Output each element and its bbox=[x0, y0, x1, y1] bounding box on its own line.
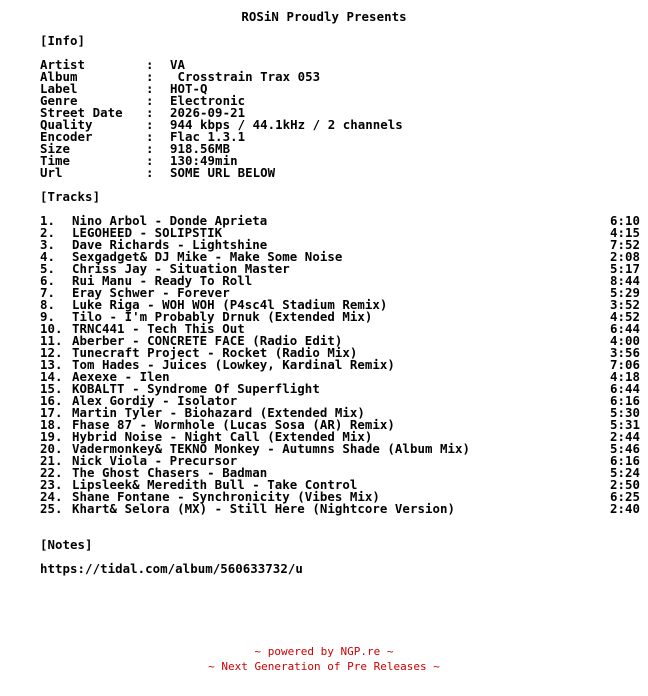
track-duration: 2:44 bbox=[609, 429, 640, 444]
track-number: 7. bbox=[40, 285, 56, 300]
track-duration: 6:16 bbox=[609, 393, 640, 408]
info-value: Electronic bbox=[170, 93, 246, 108]
track-duration: 3:52 bbox=[609, 297, 640, 312]
info-key: Quality bbox=[40, 117, 93, 132]
info-value: 944 kbps / 44.1kHz / 2 channels bbox=[170, 117, 403, 132]
info-value: 918.56MB bbox=[170, 141, 231, 156]
track-duration: 2:40 bbox=[609, 501, 640, 516]
track-duration: 6:25 bbox=[609, 489, 640, 504]
track-number: 4. bbox=[40, 249, 56, 264]
info-separator: : bbox=[146, 165, 154, 180]
info-key: Encoder bbox=[40, 129, 93, 144]
footer bbox=[0, 644, 648, 674]
track-duration: 2:50 bbox=[609, 477, 640, 492]
track-title: Rui Manu - Ready To Roll bbox=[72, 273, 253, 288]
track-number: 5. bbox=[40, 261, 56, 276]
track-number: 2. bbox=[40, 225, 56, 240]
track-number: 13. bbox=[40, 357, 63, 372]
info-row bbox=[40, 167, 403, 179]
track-row bbox=[40, 503, 640, 515]
track-number: 23. bbox=[40, 477, 63, 492]
info-value: Flac 1.3.1 bbox=[170, 129, 246, 144]
track-duration: 5:24 bbox=[609, 465, 640, 480]
track-title: Martin Tyler - Biohazard (Extended Mix) bbox=[72, 405, 365, 420]
track-duration: 5:29 bbox=[609, 285, 640, 300]
track-duration: 5:46 bbox=[609, 441, 640, 456]
tracks-heading: [Tracks] bbox=[40, 189, 101, 204]
track-title: The Ghost Chasers - Badman bbox=[72, 465, 268, 480]
track-title: Alex Gordiy - Isolator bbox=[72, 393, 238, 408]
track-duration: 4:00 bbox=[609, 333, 640, 348]
track-duration: 7:52 bbox=[609, 237, 640, 252]
track-duration: 4:18 bbox=[609, 369, 640, 384]
info-separator: : bbox=[146, 153, 154, 168]
track-number: 3. bbox=[40, 237, 56, 252]
track-duration: 6:44 bbox=[609, 381, 640, 396]
notes-heading: [Notes] bbox=[40, 537, 93, 552]
info-separator: : bbox=[146, 69, 154, 84]
track-duration: 6:44 bbox=[609, 321, 640, 336]
footer-tagline: ~ Next Generation of Pre Releases ~ bbox=[208, 660, 440, 673]
info-key: Time bbox=[40, 153, 71, 168]
track-title: Chriss Jay - Situation Master bbox=[72, 261, 290, 276]
track-title: Nino Arbol - Donde Aprieta bbox=[72, 213, 268, 228]
notes-url: https://tidal.com/album/560633732/u bbox=[40, 561, 303, 576]
track-number: 25. bbox=[40, 501, 63, 516]
info-separator: : bbox=[146, 81, 154, 96]
info-value: Crosstrain Trax 053 bbox=[170, 69, 321, 84]
track-number: 21. bbox=[40, 453, 63, 468]
info-separator: : bbox=[146, 93, 154, 108]
track-duration: 6:10 bbox=[609, 213, 640, 228]
info-value: 2026-09-21 bbox=[170, 105, 246, 120]
track-title: Sexgadget& DJ Mike - Make Some Noise bbox=[72, 249, 343, 264]
track-number: 17. bbox=[40, 405, 63, 420]
track-number: 12. bbox=[40, 345, 63, 360]
track-title: Aexexe - Ilen bbox=[72, 369, 170, 384]
info-separator: : bbox=[146, 129, 154, 144]
track-duration: 2:08 bbox=[609, 249, 640, 264]
track-title: KOBALTT - Syndrome Of Superflight bbox=[72, 381, 320, 396]
info-value: 130:49min bbox=[170, 153, 238, 168]
track-number: 15. bbox=[40, 381, 63, 396]
track-number: 16. bbox=[40, 393, 63, 408]
info-key: Genre bbox=[40, 93, 78, 108]
track-title: Tunecraft Project - Rocket (Radio Mix) bbox=[72, 345, 358, 360]
page-title: ROSiN Proudly Presents bbox=[241, 9, 407, 24]
track-number: 20. bbox=[40, 441, 63, 456]
track-title: Dave Richards - Lightshine bbox=[72, 237, 268, 252]
info-value: HOT-Q bbox=[170, 81, 208, 96]
track-duration: 5:31 bbox=[609, 417, 640, 432]
info-value: VA bbox=[170, 57, 186, 72]
info-separator: : bbox=[146, 117, 154, 132]
track-duration: 4:52 bbox=[609, 309, 640, 324]
track-title: Eray Schwer - Forever bbox=[72, 285, 230, 300]
info-separator: : bbox=[146, 141, 154, 156]
track-duration: 7:06 bbox=[609, 357, 640, 372]
track-title: Vadermonkey& TEKNO Monkey - Autumns Shade (Album Mix) bbox=[72, 441, 471, 456]
track-title: Aberber - CONCRETE FACE (Radio Edit) bbox=[72, 333, 343, 348]
track-title: Tom Hades - Juices (Lowkey, Kardinal Remix) bbox=[72, 357, 395, 372]
track-duration: 8:44 bbox=[609, 273, 640, 288]
track-number: 18. bbox=[40, 417, 63, 432]
track-number: 9. bbox=[40, 309, 56, 324]
track-duration: 5:30 bbox=[609, 405, 640, 420]
track-title: Fhase 87 - Wormhole (Lucas Sosa (AR) Remix) bbox=[72, 417, 395, 432]
track-number: 14. bbox=[40, 369, 63, 384]
info-key: Label bbox=[40, 81, 78, 96]
track-number: 1. bbox=[40, 213, 56, 228]
track-title: Lipsleek& Meredith Bull - Take Control bbox=[72, 477, 358, 492]
track-title: Tilo - I'm Probably Drnuk (Extended Mix) bbox=[72, 309, 373, 324]
track-number: 10. bbox=[40, 321, 63, 336]
info-key: Url bbox=[40, 165, 63, 180]
info-list bbox=[40, 59, 403, 179]
track-list bbox=[40, 215, 640, 515]
track-number: 22. bbox=[40, 465, 63, 480]
info-value: SOME URL BELOW bbox=[170, 165, 276, 180]
footer-powered-by: ~ powered by NGP.re ~ bbox=[254, 645, 394, 658]
track-title: Hybrid Noise - Night Call (Extended Mix) bbox=[72, 429, 373, 444]
info-key: Size bbox=[40, 141, 71, 156]
track-title: Nick Viola - Precursor bbox=[72, 453, 238, 468]
track-title: Khart& Selora (MX) - Still Here (Nightcore Version) bbox=[72, 501, 455, 516]
track-title: LEGOHEED - SOLIPSTIK bbox=[72, 225, 223, 240]
info-separator: : bbox=[146, 57, 154, 72]
track-number: 8. bbox=[40, 297, 56, 312]
track-duration: 4:15 bbox=[609, 225, 640, 240]
info-key: Artist bbox=[40, 57, 86, 72]
track-title: TRNC441 - Tech This Out bbox=[72, 321, 245, 336]
info-separator: : bbox=[146, 105, 154, 120]
track-number: 24. bbox=[40, 489, 63, 504]
track-title: Shane Fontane - Synchronicity (Vibes Mix) bbox=[72, 489, 380, 504]
track-number: 19. bbox=[40, 429, 63, 444]
info-key: Album bbox=[40, 69, 78, 84]
track-title: Luke Riga - WOH WOH (P4sc4l Stadium Remix) bbox=[72, 297, 388, 312]
track-number: 11. bbox=[40, 333, 63, 348]
track-duration: 5:17 bbox=[609, 261, 640, 276]
info-heading: [Info] bbox=[40, 33, 86, 48]
track-duration: 6:16 bbox=[609, 453, 640, 468]
track-number: 6. bbox=[40, 273, 56, 288]
info-row bbox=[40, 71, 403, 83]
track-duration: 3:56 bbox=[609, 345, 640, 360]
info-key: Street Date bbox=[40, 105, 123, 120]
